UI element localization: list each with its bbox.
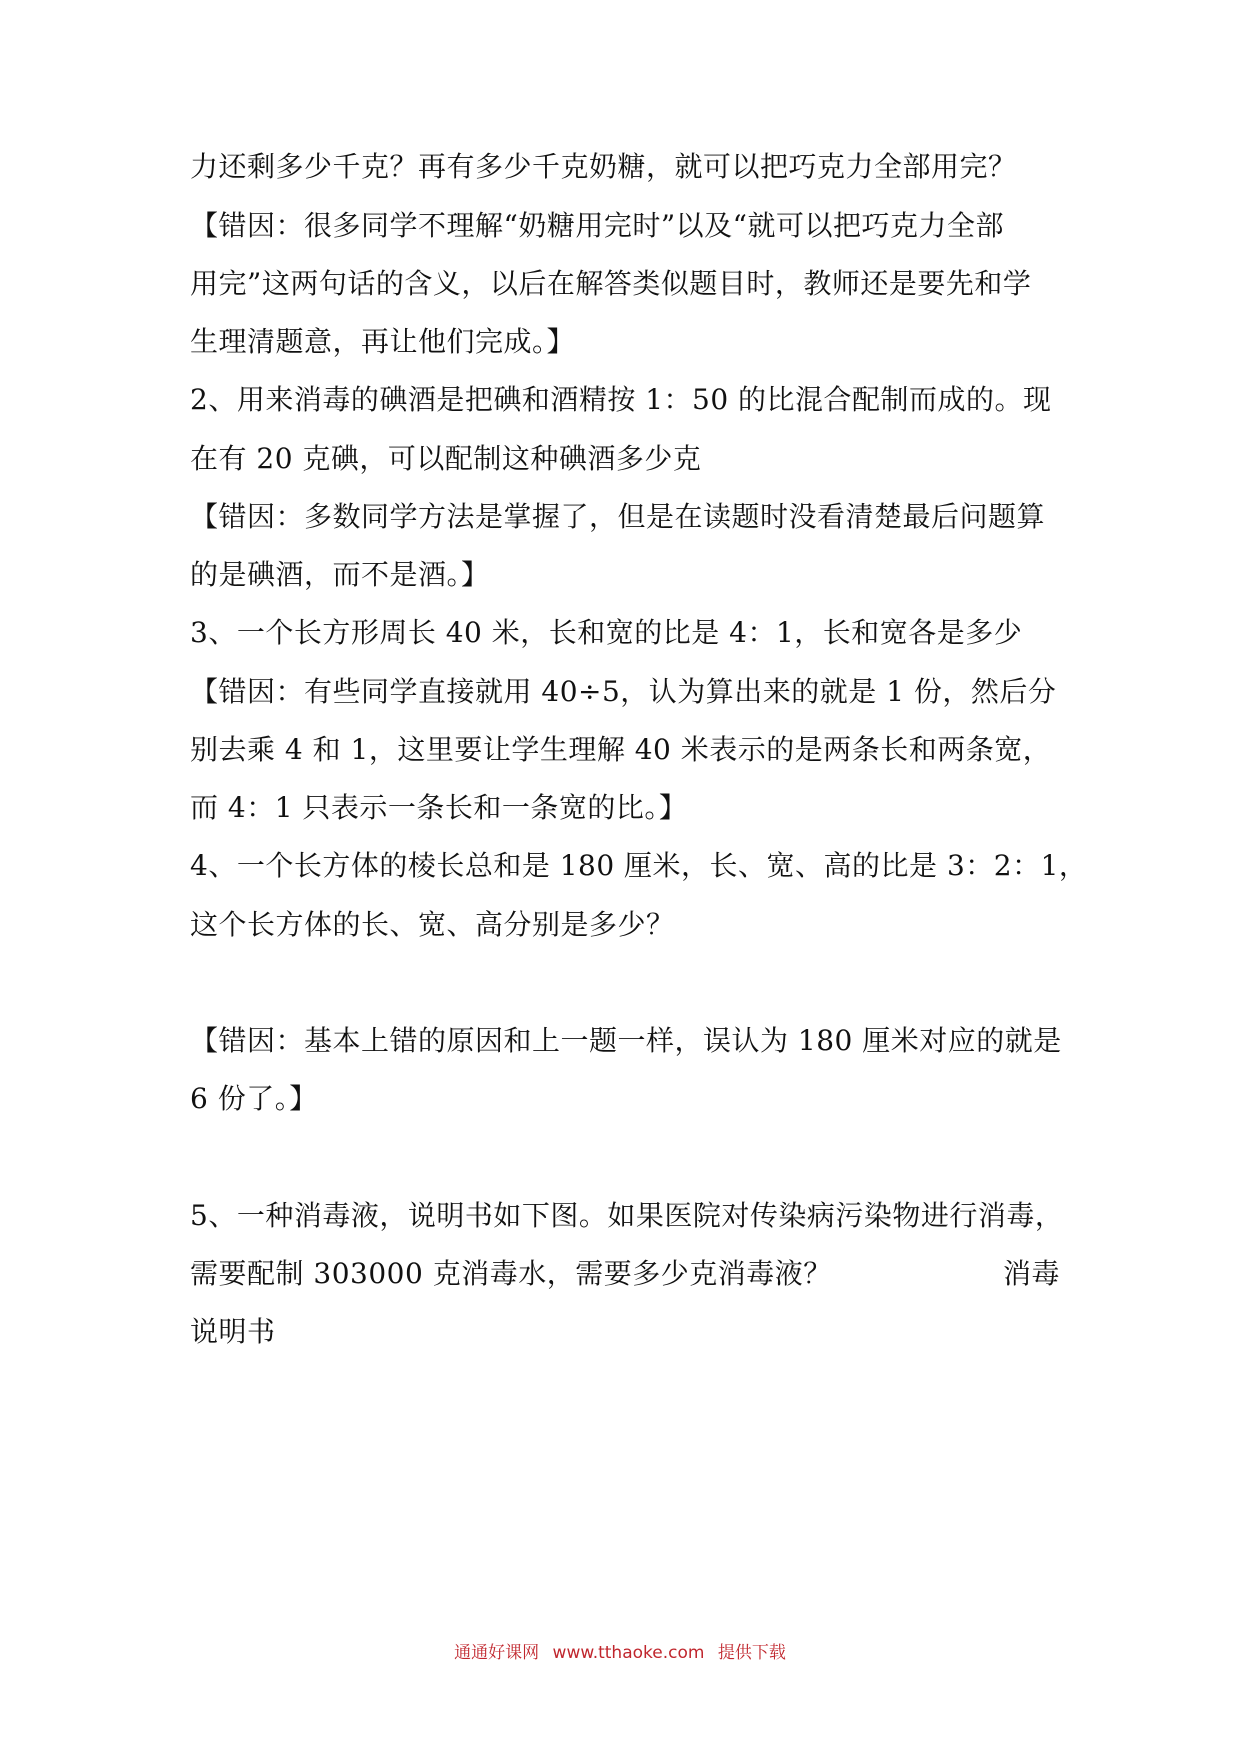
text-line: 6 份了。】 [190,1082,318,1115]
text-line: 力还剩多少千克？再有多少千克奶糖，就可以把巧克力全部用完？ [190,150,1017,183]
text-line: 【错因：多数同学方法是掌握了，但是在读题时没看清楚最后问题算 [190,500,1046,533]
text-line: 这个长方体的长、宽、高分别是多少？ [190,908,675,941]
text-line: 消毒 [1002,1257,1060,1290]
text-line: 需要配制 303000 克消毒水，需要多少克消毒液？ [190,1257,832,1290]
text-line: 【错因：很多同学不理解“奶糖用完时”以及“就可以把巧克力全部 [190,209,1004,242]
question-2: 2、用来消毒的碘酒是把碘和酒精按 1：50 的比混合配制而成的。现 [190,383,1052,416]
text-line: 用完”这两句话的含义，以后在解答类似题目时，教师还是要先和学 [190,267,1032,300]
text-line: 【错因：有些同学直接就用 40÷5，认为算出来的就是 1 份，然后分 [190,675,1057,708]
text-line: 在有 20 克碘，可以配制这种碘酒多少克 [190,442,702,475]
footer-url-link[interactable]: www.tthaoke.com [552,1643,705,1663]
question-4: 4、一个长方体的棱长总和是 180 厘米，长、宽、高的比是 3：2：1， [190,849,1088,882]
footer [0,1638,1240,1663]
footer-action: 提供下载 [717,1643,786,1663]
footer-site-name: 通通好课网 [454,1643,540,1663]
text-line: 的是碘酒，而不是酒。】 [190,558,490,591]
text-line: 别去乘 4 和 1，这里要让学生理解 40 米表示的是两条长和两条宽， [190,733,1052,766]
question-3: 3、一个长方形周长 40 米，长和宽的比是 4：1，长和宽各是多少 [190,616,1023,649]
text-line: 说明书 [190,1315,276,1348]
text-line: 生理清题意，再让他们完成。】 [190,325,576,358]
question-5: 5、一种消毒液，说明书如下图。如果医院对传染病污染物进行消毒， [190,1199,1064,1232]
text-line: 而 4：1 只表示一条长和一条宽的比。】 [190,791,688,824]
text-line: 【错因：基本上错的原因和上一题一样，误认为 180 厘米对应的就是 [190,1024,1062,1057]
